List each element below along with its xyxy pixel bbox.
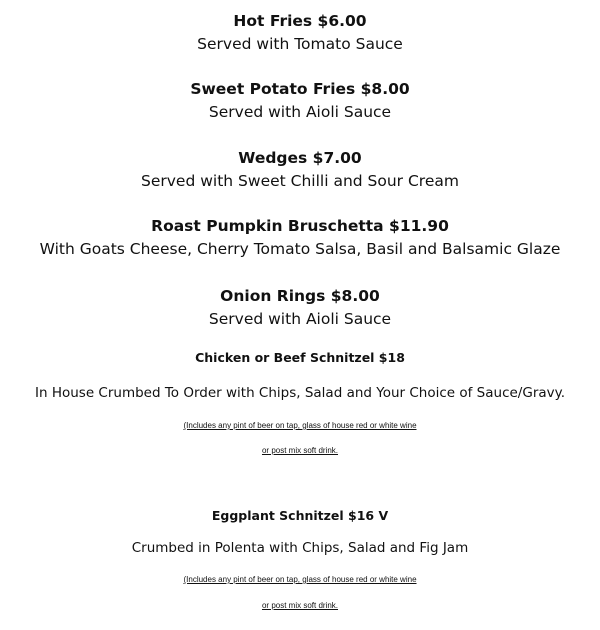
menu-item-title: Roast Pumpkin Bruschetta $11.90 (151, 217, 449, 235)
menu-item-title: Chicken or Beef Schnitzel $18 (195, 350, 405, 365)
menu-item-note: or post mix soft drink. (261, 446, 339, 455)
menu-item-description: Served with Aioli Sauce (208, 310, 392, 328)
menu-item-note: (Includes any pint of beer on tap, glass of house red or white wine (183, 575, 417, 584)
menu-item-title: Sweet Potato Fries $8.00 (190, 80, 410, 98)
menu-item-note: (Includes any pint of beer on tap, glass of house red or white wine (183, 421, 417, 430)
menu-item-note: or post mix soft drink. (261, 601, 339, 610)
menu-item-description: Crumbed in Polenta with Chips, Salad and Fig Jam (131, 540, 469, 556)
menu-item-description: With Goats Cheese, Cherry Tomato Salsa, Basil and Balsamic Glaze (39, 240, 561, 258)
menu-item-description: Served with Tomato Sauce (197, 35, 403, 53)
menu-item-description: In House Crumbed To Order with Chips, Salad and Your Choice of Sauce/Gravy. (34, 385, 565, 401)
menu-item-title: Wedges $7.00 (238, 149, 362, 167)
menu-item-title: Hot Fries $6.00 (233, 12, 367, 30)
menu-item-title: Eggplant Schnitzel $16 V (211, 508, 389, 523)
menu-item-description: Served with Sweet Chilli and Sour Cream (141, 172, 459, 190)
menu-item-description: Served with Aioli Sauce (208, 103, 392, 121)
menu-item-title: Onion Rings $8.00 (220, 287, 380, 305)
